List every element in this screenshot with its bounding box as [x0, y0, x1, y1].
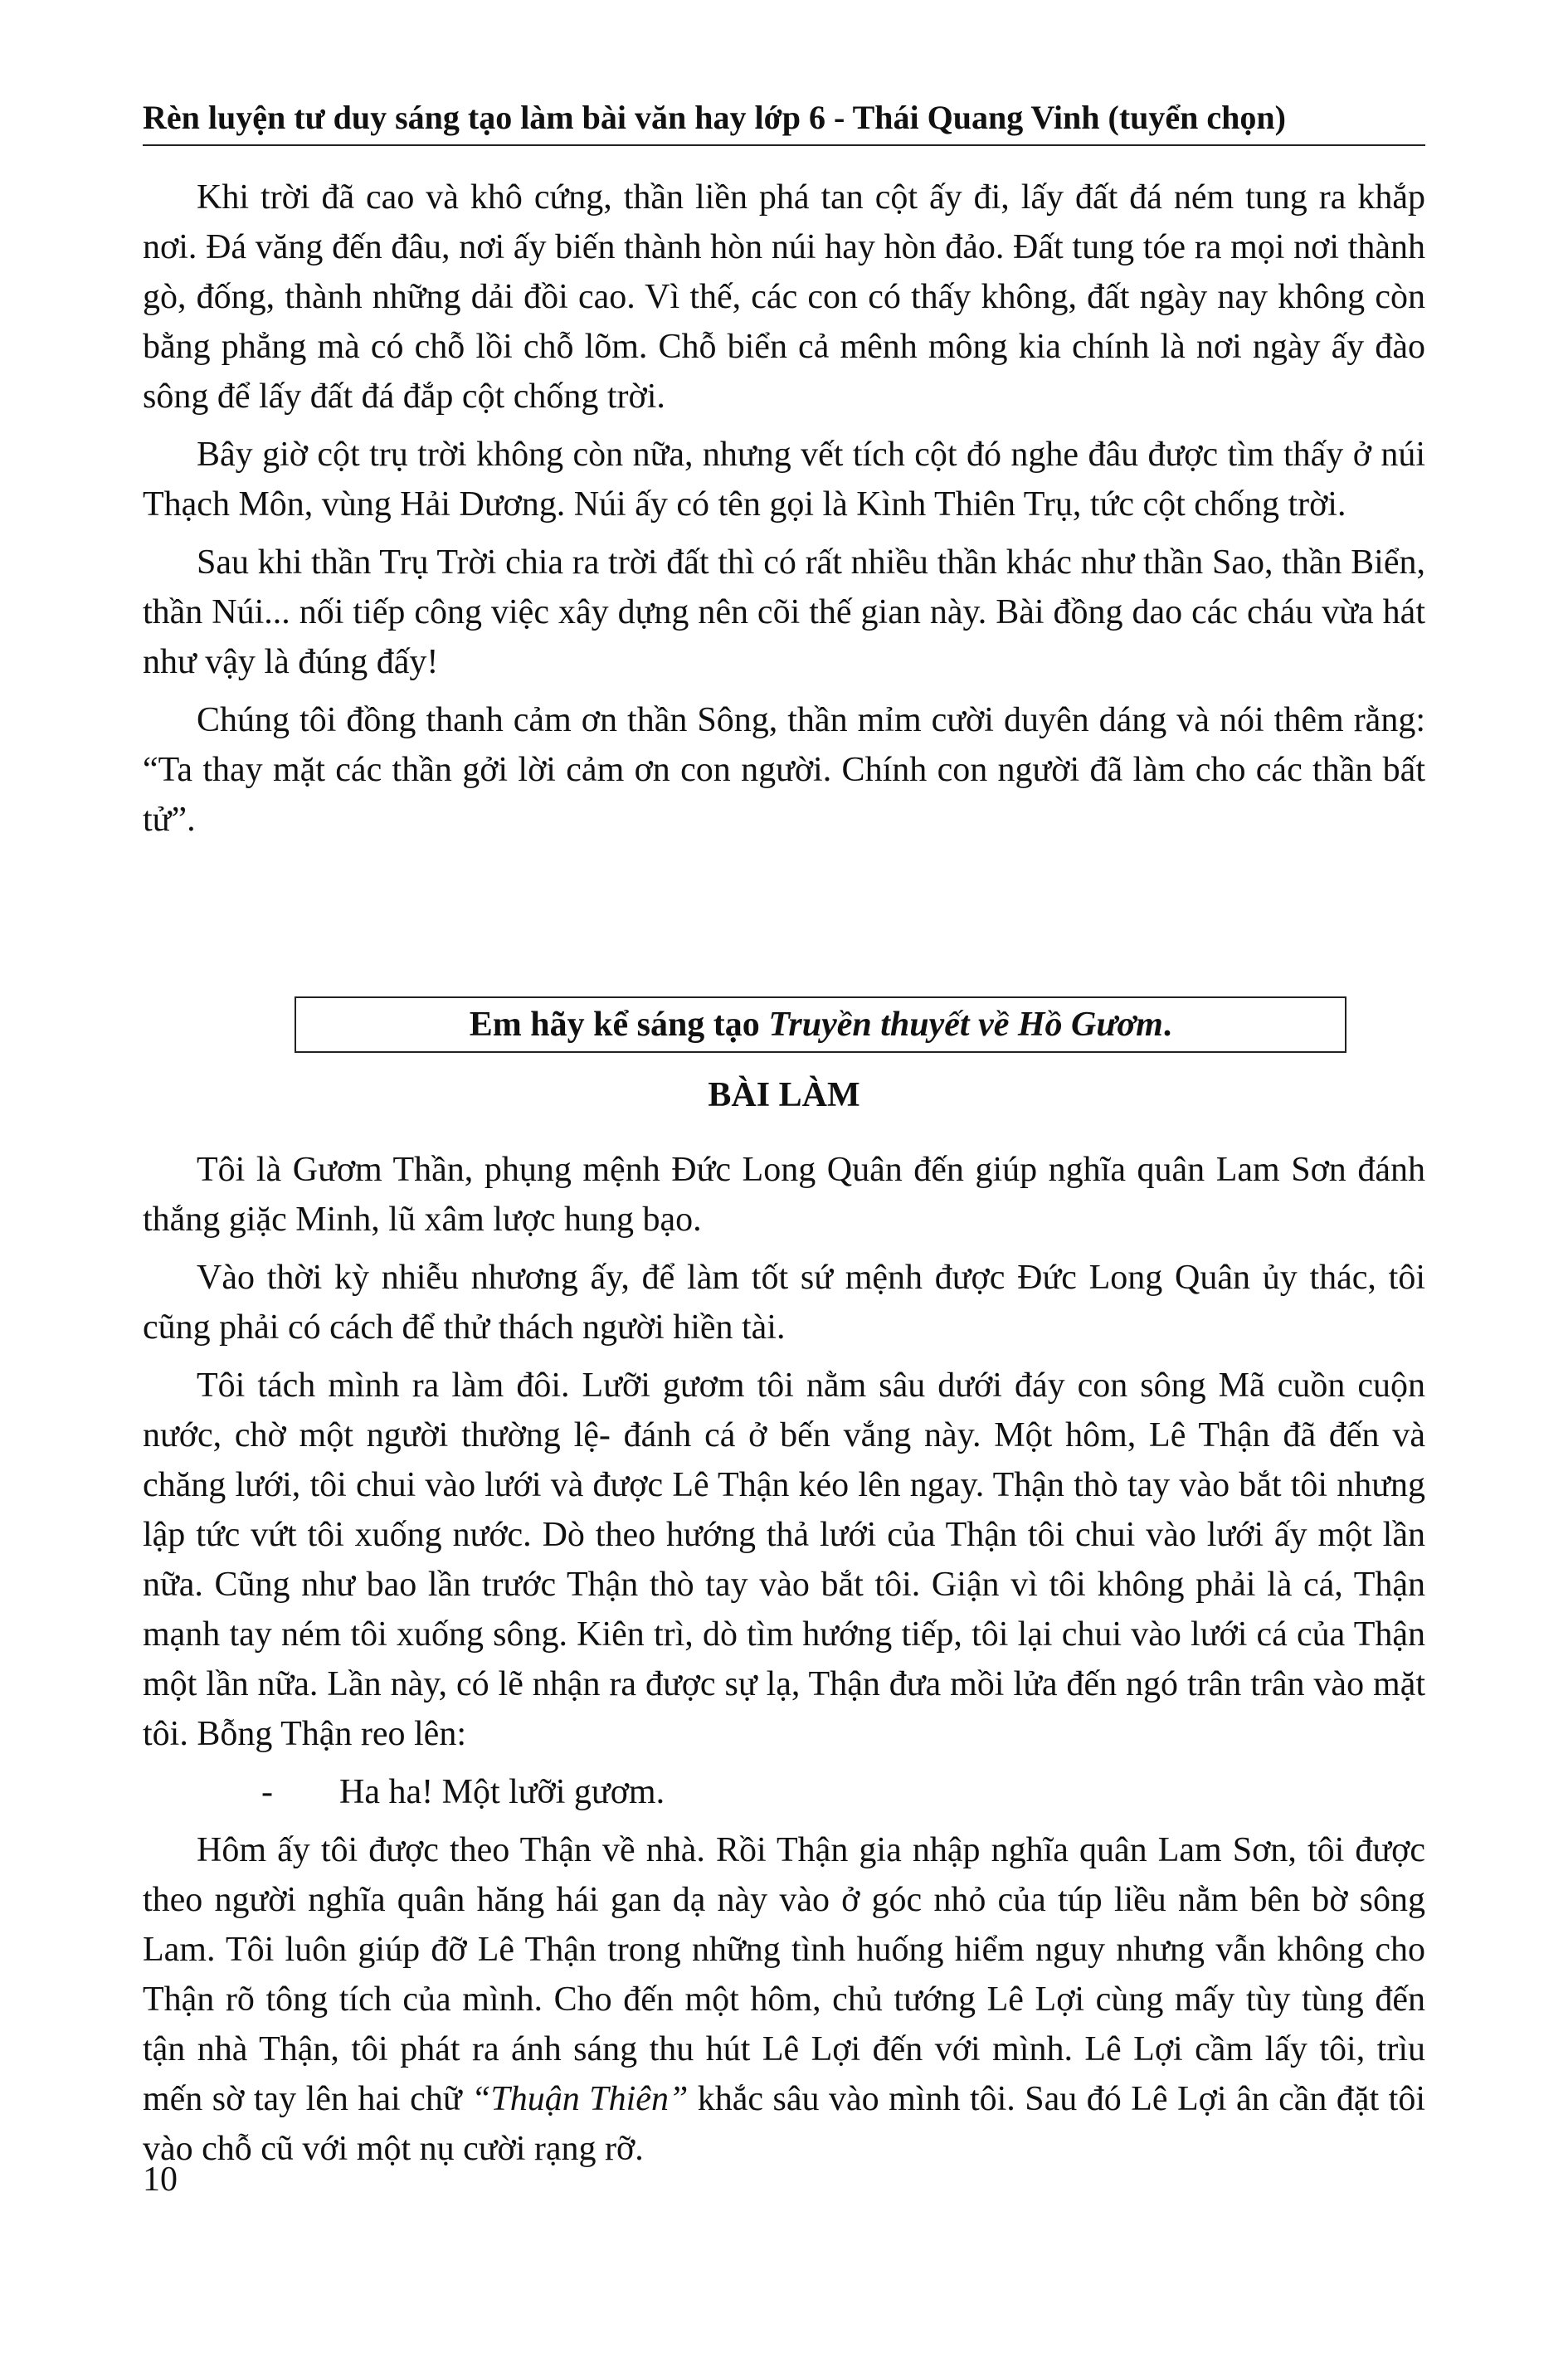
- paragraph: Bây giờ cột trụ trời không còn nữa, nhưng vết tích cột đó nghe đâu được tìm thấy ở núi Thạch Môn, vùng Hải Dương. Núi ấy có tên gọi là Kình Thiên Trụ, tức cột chống trời.: [143, 436, 1425, 524]
- prompt-lead: Em hãy kể sáng tạo: [469, 1006, 769, 1044]
- paragraph: Tôi là Gươm Thần, phụng mệnh Đức Long Quân đến giúp nghĩa quân Lam Sơn đánh thắng giặc Minh, lũ xâm lược hung bạo.: [143, 1151, 1425, 1239]
- dialogue-dash: -: [261, 1773, 273, 1811]
- paragraph-text: Hôm ấy tôi được theo Thận về nhà. Rồi Thận gia nhập nghĩa quân Lam Sơn, tôi được theo người nghĩa quân hăng hái gan dạ này vào ở góc nhỏ của túp liều nằm bên bờ sông Lam. Tôi luôn giúp đỡ Lê Thận trong những tình huống hiểm nguy nhưng vẫn không cho Thận rõ tông tích của mình. Cho đến một hôm, chủ tướng Lê Lợi cùng mấy tùy tùng đến tận nhà Thận, tôi phát ra ánh sáng thu hút Lê Lợi đến với mình. Lê Lợi cầm lấy tôi, trìu mến sờ tay lên hai chữ: [143, 1831, 1425, 2118]
- section-title: BÀI LÀM: [708, 1076, 860, 1114]
- paragraph: Khi trời đã cao và khô cứng, thần liền phá tan cột ấy đi, lấy đất đá ném tung ra khắp nơi. Đá văng đến đâu, nơi ấy biến thành hòn núi hay hòn đảo. Đất tung tóe ra mọi nơi thành gò, đống, thành những dải đồi cao. Vì thế, các con có thấy không, đất ngày nay không còn bằng phẳng mà có chỗ lồi chỗ lõm. Chỗ biển cả mênh mông kia chính là nơi ngày ấy đào sông để lấy đất đá đắp cột chống trời.: [143, 178, 1425, 416]
- inscription-quote: “Thuận Thiên”: [471, 2080, 689, 2118]
- page-number: 10: [143, 2161, 178, 2199]
- running-header: Rèn luyện tư duy sáng tạo làm bài văn hay lớp 6 - Thái Quang Vinh (tuyển chọn): [143, 99, 1286, 136]
- prompt-trail: .: [1162, 1006, 1172, 1044]
- paragraph: Vào thời kỳ nhiễu nhương ấy, để làm tốt sứ mệnh được Đức Long Quân ủy thác, tôi cũng phải có cách để thử thách người hiền tài.: [143, 1259, 1425, 1347]
- dialogue-text: Ha ha! Một lưỡi gươm.: [339, 1773, 665, 1811]
- paragraph: Chúng tôi đồng thanh cảm ơn thần Sông, thần mỉm cười duyên dáng và nói thêm rằng: “Ta thay mặt các thần gởi lời cảm ơn con người. Chính con người đã làm cho các thần bất tử”.: [143, 701, 1425, 839]
- exercise-prompt-box: [295, 996, 1346, 1053]
- paragraph: Tôi tách mình ra làm đôi. Lưỡi gươm tôi nằm sâu dưới đáy con sông Mã cuồn cuộn nước, chờ một người thường lệ- đánh cá ở bến vắng này. Một hôm, Lê Thận đã đến và chăng lưới, tôi chui vào lưới và được Lê Thận kéo lên ngay. Thận thò tay vào bắt tôi nhưng lập tức vứt tôi xuống nước. Dò theo hướng thả lưới của Thận tôi chui vào lưới ấy một lần nữa. Cũng như bao lần trước Thận thò tay vào bắt tôi. Giận vì tôi không phải là cá, Thận mạnh tay ném tôi xuống sông. Kiên trì, dò tìm hướng tiếp, tôi lại chui vào lưới cá của Thận một lần nữa. Lần này, có lẽ nhận ra được sự lạ, Thận đưa mồi lửa đến ngó trân trân vào mặt tôi. Bỗng Thận reo lên:: [143, 1366, 1425, 1753]
- paragraph: Sau khi thần Trụ Trời chia ra trời đất thì có rất nhiều thần khác như thần Sao, thần Biển, thần Núi... nối tiếp công việc xây dựng nên cõi thế gian này. Bài đồng dao các cháu vừa hát như vậy là đúng đấy!: [143, 543, 1425, 681]
- header-divider: [143, 144, 1425, 146]
- dialogue-line: [143, 1767, 1425, 1817]
- paragraph: [143, 1825, 1425, 2174]
- story-continuation: [143, 173, 1425, 853]
- essay-body: [143, 1145, 1425, 2182]
- prompt-title: Truyền thuyết về Hồ Gươm: [768, 1006, 1163, 1044]
- paragraph-text: khắc sâu vào mình tôi. Sau đó Lê Lợi ân cần đặt tôi vào chỗ cũ với một nụ cười rạng rỡ.: [143, 2080, 1426, 2168]
